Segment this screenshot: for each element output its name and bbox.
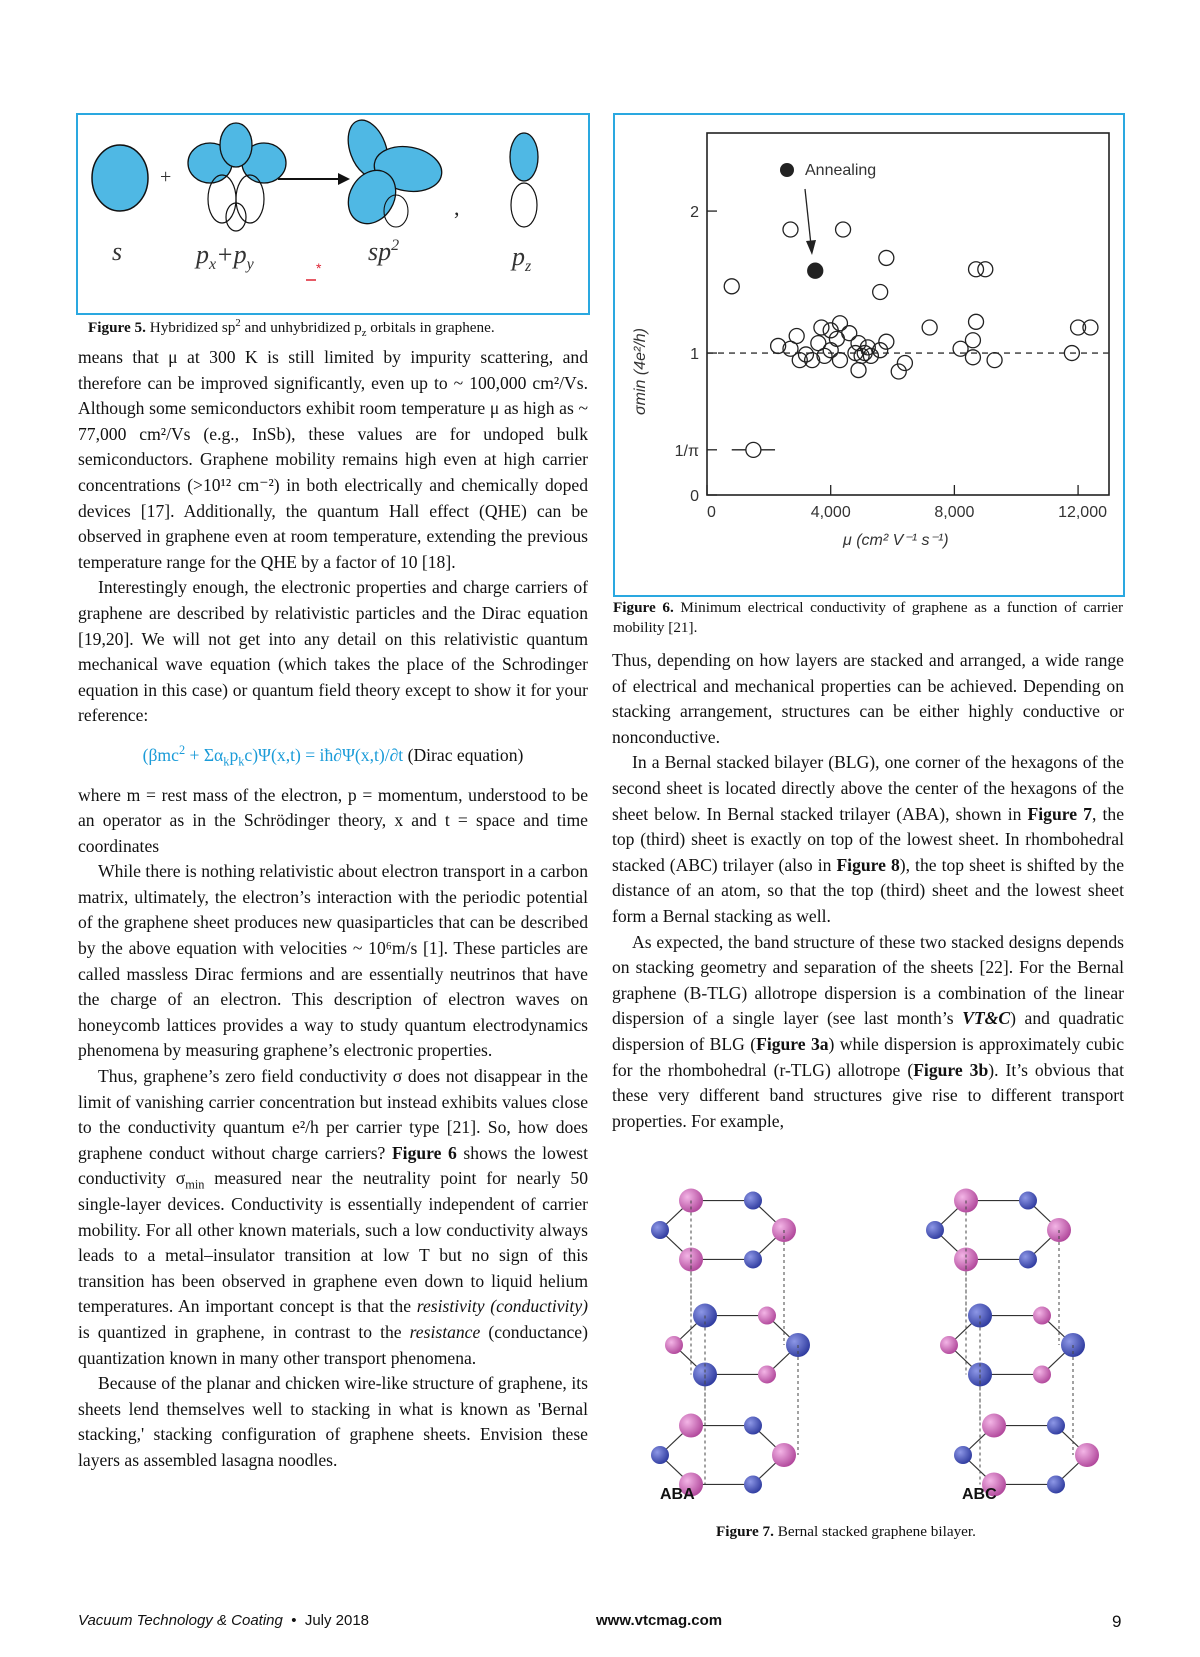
y-tick-label: 0 bbox=[690, 488, 699, 505]
red-star: * bbox=[316, 260, 322, 276]
figure-6-chart bbox=[615, 115, 1123, 595]
annotation-text: Annealing bbox=[805, 162, 877, 179]
page-number: 9 bbox=[1112, 1612, 1122, 1631]
figure-5-orbitals-svg bbox=[78, 115, 588, 313]
aba-stack-layer2-atom bbox=[758, 1307, 776, 1325]
x-tick-label: 8,000 bbox=[934, 504, 975, 521]
plot-frame bbox=[707, 133, 1109, 495]
figure-5-caption: Figure 5. Hybridized $sp^2$ and unhybridized $p_z$ orbitals in graphene. bbox=[88, 317, 495, 340]
data-point bbox=[987, 353, 1002, 368]
abc-stack-layer1-atom bbox=[1019, 1192, 1037, 1210]
abc-stack-layer3-atom bbox=[1047, 1475, 1065, 1493]
aba-stack-layer1-atom bbox=[744, 1250, 762, 1268]
right-paragraph-2: In a Bernal stacked bilayer (BLG), one corner of the hexagons of the second sheet is located directly above the center of the hexagons of the sheet below. In Bernal stacked trilayer (ABA), shown in Figure 7, the top (third) sheet is exactly on top of the lowest sheet. In rhombohedral stacked (ABC) trilayer (also in Figure 8), the top sheet is shifted by the distance of an atom, so that the top (third) sheet and the lowest sheet form a Bernal stacking as well. bbox=[612, 752, 1125, 926]
figure-7-caption: Figure 7. Bernal stacked graphene bilayer. bbox=[716, 1523, 976, 1540]
data-point bbox=[965, 333, 980, 348]
abc-stack-layer3-atom bbox=[954, 1446, 972, 1464]
label-abc: ABC bbox=[962, 1486, 997, 1503]
abc-stack-layer2-atom bbox=[1033, 1307, 1051, 1325]
aba-stack-layer2-atom bbox=[758, 1365, 776, 1383]
data-point bbox=[1064, 346, 1079, 361]
data-point bbox=[1083, 320, 1098, 335]
data-point bbox=[746, 442, 761, 457]
annotation-marker bbox=[780, 163, 794, 177]
plus-sign: + bbox=[160, 166, 172, 188]
aba-stack-layer3-atom bbox=[744, 1475, 762, 1493]
left-paragraph-4: While there is nothing relativistic about electron transport in a carbon matrix, ultimately, the electron’s interaction with the periodic potential of the graphene sheet produces new quasiparticles that can be described by the above equation with velocities ~ 10⁶m/s [1]. These particles are called massless Dirac fermions and are essentially neutrinos that have the charge of an electron. This description of electron waves on honeycomb lattices provides a way to study quantum electrodynamics phenomena by measuring graphene’s electronic properties. bbox=[78, 861, 588, 1061]
data-point bbox=[879, 334, 894, 349]
label-pz: $p_z$ bbox=[512, 242, 532, 275]
x-axis-label: μ (cm² V⁻¹ s⁻¹) bbox=[843, 532, 949, 549]
aba-stack-layer3-atom bbox=[772, 1443, 796, 1467]
data-point bbox=[817, 348, 832, 363]
data-point bbox=[978, 262, 993, 277]
abc-stack-layer3-atom bbox=[982, 1414, 1006, 1438]
left-paragraph-2: Interestingly enough, the electronic properties and charge carriers of graphene are described by relativistic particles and the Dirac equation [19,20]. We will not get into any detail on this relativistic quantum mechanical wave equation (which takes the place of the Schrodinger equation in this case) or quantum field theory except to show it for your reference: bbox=[78, 577, 588, 726]
y-tick-label: 1/π bbox=[674, 442, 699, 460]
data-point bbox=[836, 222, 851, 237]
sp2-orbital bbox=[339, 115, 445, 232]
annotation-arrow bbox=[805, 189, 811, 245]
figure-7 bbox=[612, 1180, 1124, 1520]
abc-stack-layer3-atom bbox=[1047, 1417, 1065, 1435]
footer-journal: Vacuum Technology & Coating • July 2018 bbox=[78, 1612, 370, 1629]
y-axis-label: σmin (4e²/h) bbox=[632, 328, 649, 415]
x-tick-label: 4,000 bbox=[810, 504, 851, 521]
px-py-orbital bbox=[188, 123, 286, 231]
data-point bbox=[891, 364, 906, 379]
data-point-annealing bbox=[808, 263, 823, 278]
chart-marks bbox=[675, 204, 1109, 521]
x-tick-label: 12,000 bbox=[1058, 504, 1108, 521]
data-point bbox=[789, 329, 804, 344]
data-point bbox=[829, 331, 844, 346]
abc-stack-layer2-atom bbox=[940, 1336, 958, 1354]
abc-stack-layer2-atom bbox=[1033, 1365, 1051, 1383]
right-paragraph-3: As expected, the band structure of these two stacked designs depends on stacking geometry and separation of the sheets [22]. For the Bernal graphene (B-TLG) allotrope dispersion is a combination of the linear dispersion of a single layer (see last month’s VT&C) and quadratic dispersion of BLG (Figure 3a) while dispersion is approximately cubic for the rhombohedral (r-TLG) allotrope (Figure 3b). It’s obvious that these very different band structures give rise to different transport properties. For example, bbox=[612, 931, 1125, 1131]
label-s: s bbox=[112, 237, 123, 266]
aba-stack-layer2-atom bbox=[665, 1336, 683, 1354]
y-tick-label: 2 bbox=[690, 204, 699, 222]
abc-stack-layer3-atom bbox=[1075, 1443, 1099, 1467]
comma: , bbox=[454, 195, 460, 220]
label-aba: ABA bbox=[660, 1486, 695, 1503]
label-sp2: $sp^2$ bbox=[368, 237, 400, 266]
left-paragraph-3: where m = rest mass of the electron, p = momentum, understood to be an operator as in the Schrödinger theory, x and t = space and time coordinates bbox=[78, 784, 588, 856]
abc-stack-layer1-atom bbox=[926, 1221, 944, 1239]
aba-stack-layer1-atom bbox=[651, 1221, 669, 1239]
data-point bbox=[832, 316, 847, 331]
aba-stack-layer1-atom bbox=[744, 1192, 762, 1210]
data-point bbox=[832, 353, 847, 368]
data-point bbox=[724, 279, 739, 294]
left-column bbox=[78, 345, 588, 1474]
left-paragraph-1: means that μ at 300 K is still limited by impurity scattering, and therefore can be improved significantly, even up to ~ 100,000 cm²/Vs. Although some semiconductors exhibit room temperature μ as high as ~ 77,000 cm²/Vs (e.g., InSb), these values are for undoped bulk semiconductors. Graphene mobility remains high even at high carrier concentrations (>10¹² cm⁻²) in both electrically and chemically doped devices [17]. Additionally, the quantum Hall effect (QHE) can be observed in graphene even at room temperature, extending the previous temperature range for the QHE by a factor of 10 [18]. bbox=[78, 347, 588, 572]
abc-stack-layer1-atom bbox=[1019, 1250, 1037, 1268]
figure-5-box bbox=[76, 113, 590, 315]
s-orbital bbox=[92, 145, 148, 211]
data-point bbox=[965, 350, 980, 365]
label-px-py: $p_x+p_y$ bbox=[196, 240, 254, 273]
data-point bbox=[922, 320, 937, 335]
data-point bbox=[860, 340, 875, 355]
left-paragraph-5: Thus, graphene’s zero field conductivity σ does not disappear in the limit of vanishing carrier concentration but instead exhibits values close to the conductivity quantum e²/h per carrier type [21]. So, how does graphene conduct without charge carriers? Figure 6 shows the lowest conductivity $\sigma_{min}$ measured near the neutrality point for nearly 50 single-layer devices. Conductivity is essentially independent of carrier mobility. For all other known materials, such a low conductivity always leads to a metal–insulator transition at low T but no sign of this transition has been observed in graphene even down to liquid helium temperatures. An important concept is that the resistivity (conductivity) is quantized in graphene, in contrast to the resistance (conductance) quantization known in many other transport phenomena. bbox=[78, 1066, 589, 1368]
data-point bbox=[783, 222, 798, 237]
left-paragraph-6: Because of the planar and chicken wire-like structure of graphene, its sheets lend themselves well to stacking in what is known as 'Bernal stacking,' stacking configuration of graphene sheets. Envision these layers as assembled lasagna noodles. bbox=[78, 1373, 588, 1470]
aba-stack-layer3-atom bbox=[744, 1417, 762, 1435]
data-point bbox=[851, 363, 866, 378]
data-point bbox=[969, 314, 984, 329]
x-tick-label: 0 bbox=[707, 504, 716, 521]
figure-7-lattice bbox=[612, 1180, 1124, 1520]
right-paragraph-1: Thus, depending on how layers are stacked and arranged, a wide range of electrical and mechanical properties can be achieved. Depending on stacking arrangement, structures can be either highly conductive or nonconductive. bbox=[612, 650, 1124, 747]
aba-stack-layer3-atom bbox=[651, 1446, 669, 1464]
dirac-equation: $(\beta mc^2 + \Sigma\alpha_kp_kc)\Psi(x,t)$ = iħ∂Ψ(x,t)/∂t (Dirac equation) bbox=[142, 743, 524, 769]
y-tick-label: 1 bbox=[690, 346, 699, 364]
data-point bbox=[873, 284, 888, 299]
figure-6-box bbox=[613, 113, 1125, 597]
footer-url[interactable]: www.vtcmag.com bbox=[596, 1612, 723, 1629]
pz-orbital bbox=[510, 133, 538, 227]
aba-stack-layer3-atom bbox=[679, 1414, 703, 1438]
figure-6-caption: Figure 6. Minimum electrical conductivity of graphene as a function of carrier mobility [21]. bbox=[613, 599, 1124, 636]
data-point bbox=[879, 250, 894, 265]
right-column bbox=[612, 648, 1124, 1134]
